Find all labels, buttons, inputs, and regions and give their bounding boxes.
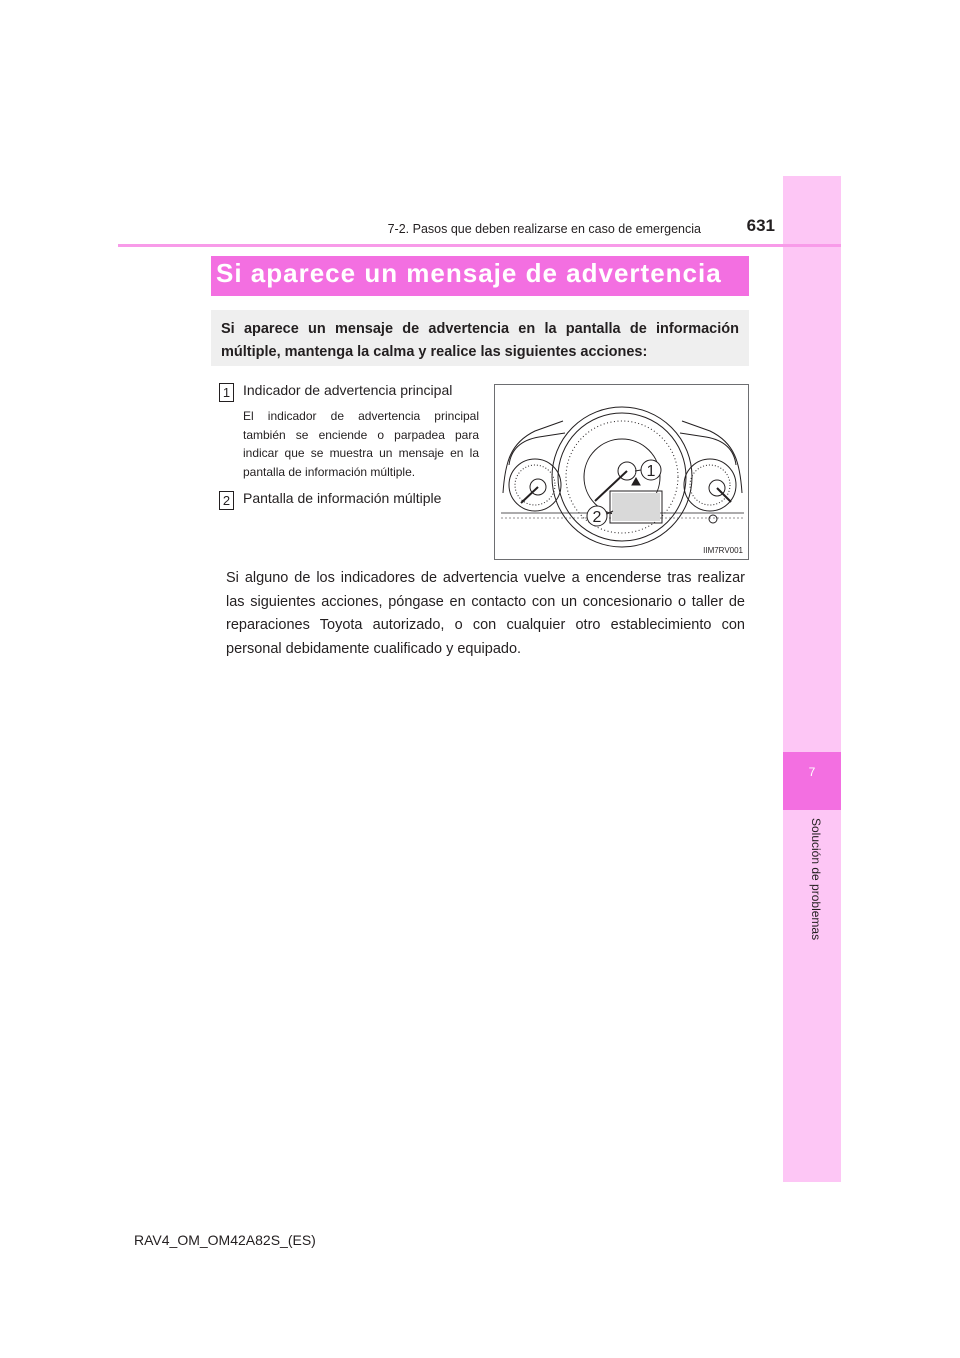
page-heading: Si aparece un mensaje de advertencia [216,258,722,288]
chapter-side-tab [783,176,841,1182]
item-label-2: Pantalla de información múltiple [243,490,442,506]
figure-callout-1: 1 [646,463,656,480]
chapter-title: Solución de problemas [809,818,823,941]
figure-callout-2: 2 [592,509,602,526]
instrument-cluster-figure [494,384,749,560]
section-title: 7-2. Pasos que deben realizarse en caso de emergencia [387,222,701,236]
figure-code: IIM7RV001 [703,546,743,555]
chapter-tab-active [783,752,841,810]
item-description-1: El indicador de advertencia principal también se enciende o parpadea para indicar que se muestra un mensaje en la pantalla de información múltiple. [243,409,479,479]
page-number: 631 [746,216,775,235]
intro-text: Si aparece un mensaje de advertencia en la pantalla de información múltiple, mantenga la calma y realice las siguientes acciones: [221,321,739,360]
body-paragraph: Si alguno de los indicadores de advertencia vuelve a encenderse tras realizar las siguientes acciones, póngase en contacto con un concesionario o taller de reparaciones Toyota autorizado, o con cualquier otro establecimiento con personal debidamente cualificado y equipado. [226,570,745,657]
chapter-number: 7 [808,765,816,779]
item-number-2: 2 [219,491,234,510]
instrument-cluster-illustration [495,385,749,560]
footer-code: RAV4_OM_OM42A82S_(ES) [134,1232,316,1248]
item-label-1: Indicador de advertencia principal [243,382,453,398]
header-divider [118,244,841,247]
item-number-1: 1 [219,383,234,402]
